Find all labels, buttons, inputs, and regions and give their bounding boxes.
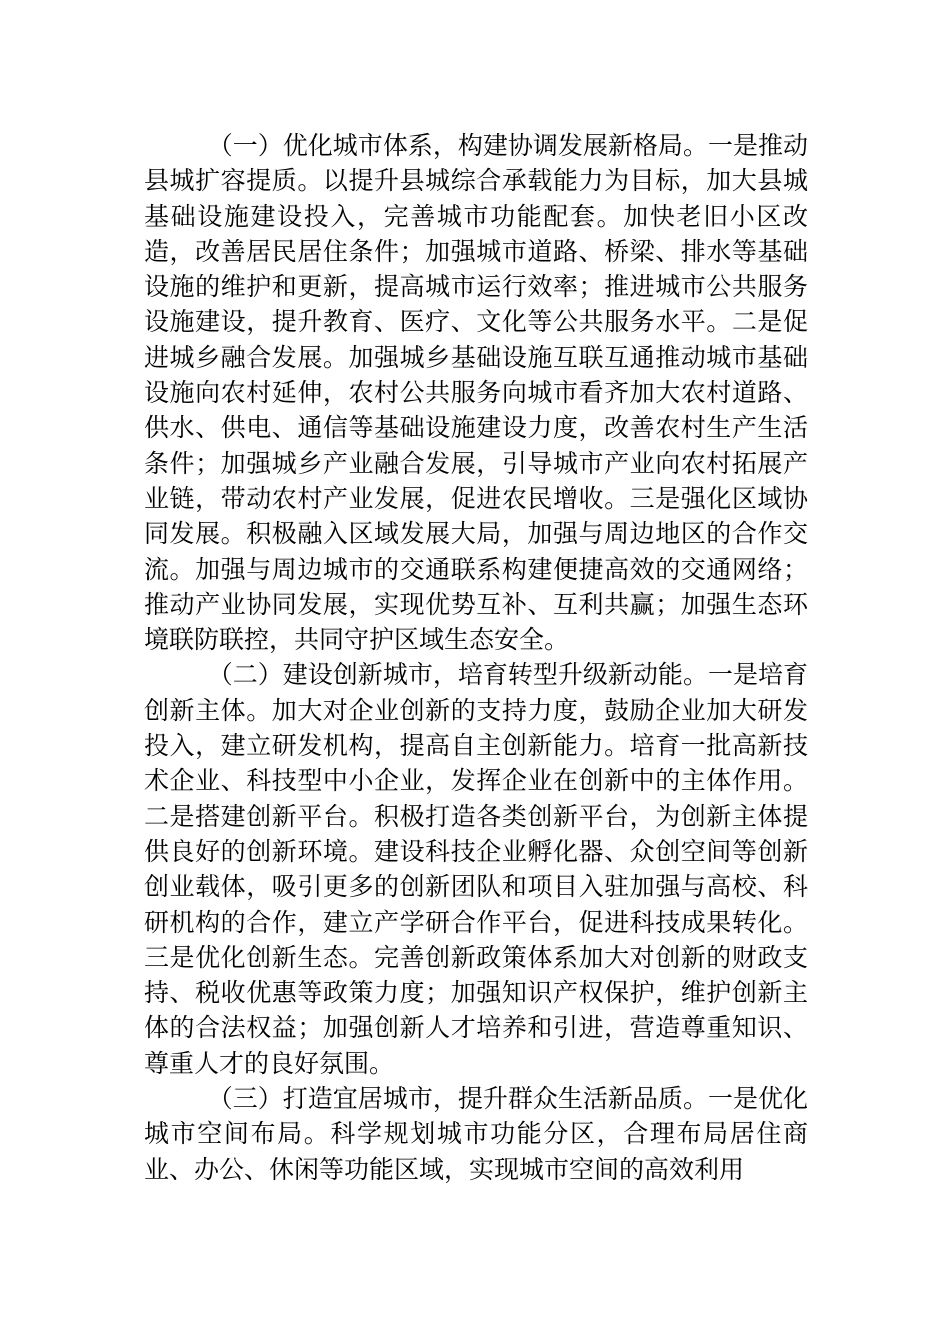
paragraph-innovative-city: （二）建设创新城市，培育转型升级新动能。一是培育创新主体。加大对企业创新的支持力度，鼓励企业加大研发投入，建立研发机构，提高自主创新能力。培育一批高新技术企业、科技型中小企业，发挥企业在创新中的主体作用。二是搭建创新平台。积极打造各类创新平台，为创新主体提供良好的创新环境。建设科技企业孵化器、众创空间等创新创业载体，吸引更多的创新团队和项目入驻加强与高校、科研机构的合作，建立产学研合作平台，促进科技成果转化。三是优化创新生态。完善创新政策体系加大对创新的财政支持、税收优惠等政策力度；加强知识产权保护，维护创新主体的合法权益；加强创新人才培养和引进，营造尊重知识、尊重人才的良好氛围。 [144,660,808,1078]
document-body [144,128,808,1187]
paragraph-urban-system: （一）优化城市体系，构建协调发展新格局。一是推动县城扩容提质。以提升县城综合承载能力为目标，加大县城基础设施建设投入，完善城市功能配套。加快老旧小区改造，改善居民居住条件；加强城市道路、桥梁、排水等基础设施的维护和更新，提高城市运行效率；推进城市公共服务设施建设，提升教育、医疗、文化等公共服务水平。二是促进城乡融合发展。加强城乡基础设施互联互通推动城市基础设施向农村延伸，农村公共服务向城市看齐加大农村道路、供水、供电、通信等基础设施建设力度，改善农村生产生活条件；加强城乡产业融合发展，引导城市产业向农村拓展产业链，带动农村产业发展，促进农民增收。三是强化区域协同发展。积极融入区域发展大局，加强与周边地区的合作交流。加强与周边城市的交通联系构建便捷高效的交通网络；推动产业协同发展，实现优势互补、互利共赢；加强生态环境联防联控，共同守护区域生态安全。 [144,131,808,655]
paragraph-livable-city: （三）打造宜居城市，提升群众生活新品质。一是优化城市空间布局。科学规划城市功能分区，合理布局居住商业、办公、休闲等功能区域，实现城市空间的高效利用 [144,1084,808,1184]
